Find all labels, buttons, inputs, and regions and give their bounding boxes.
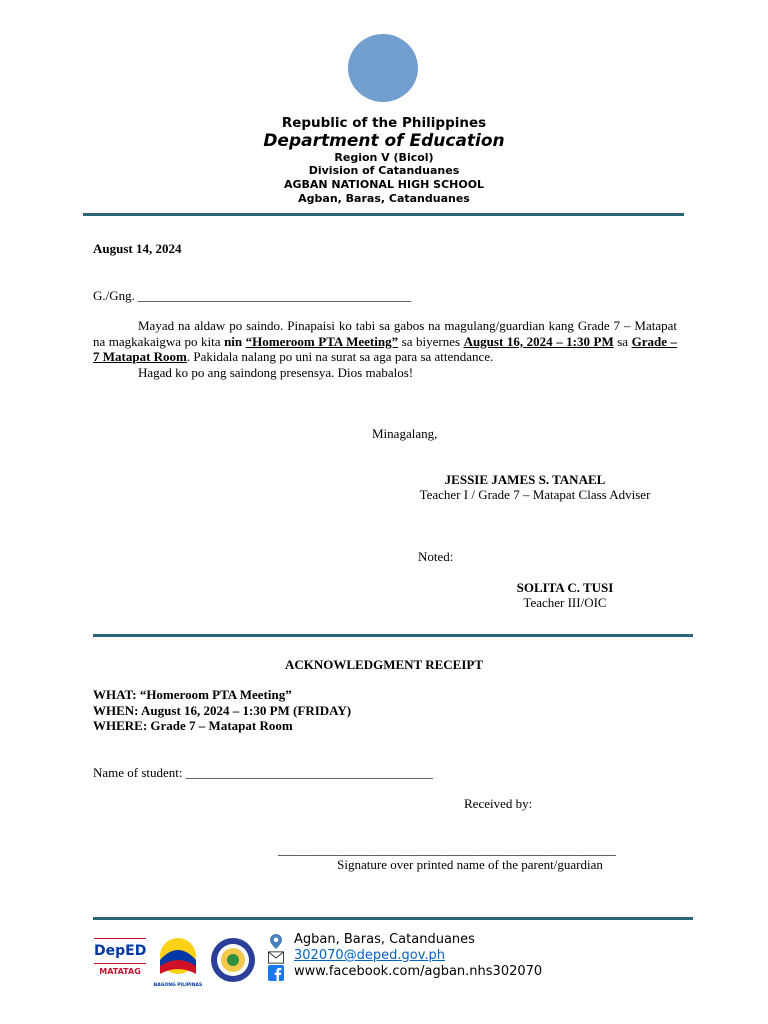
header-address: Agban, Baras, Catanduanes [298,192,470,205]
school-seal-placeholder [348,34,418,102]
receipt-title: ACKNOWLEDGMENT RECEIPT [284,657,484,672]
header-school: AGBAN NATIONAL HIGH SCHOOL [283,178,485,191]
header-republic: Republic of the Philippines [281,115,487,131]
signer-name: JESSIE JAMES S. TANAEL [444,472,606,487]
meeting-venue: Grade – 7 Matapat Room [93,333,678,364]
bagong-pilipinas-icon [152,936,204,976]
footer-rule [93,917,693,920]
section-rule [93,634,693,637]
noted-name: SOLITA C. TUSI [516,580,614,595]
bagong-pilipinas-logo: BAGONG PILIPINAS [152,936,204,986]
meeting-name: “Homeroom PTA Meeting” [245,333,399,349]
body-paragraph-2: Hagad ko po ang saindong presensya. Dios mabalos! [138,364,414,380]
location-pin-icon [268,933,284,949]
footer-address: Agban, Baras, Catanduanes [294,932,475,947]
facebook-icon [268,965,284,981]
receipt-what: WHAT: “Homeroom PTA Meeting” [93,687,292,702]
footer-email-link[interactable]: 302070@deped.gov.ph [294,948,446,963]
school-logo-icon [210,937,256,983]
signature-line: ____________________________________________________ [278,842,616,857]
receipt-details [93,687,351,734]
noted-label: Noted: [418,549,454,564]
noted-title: Teacher III/OIC [523,595,607,610]
meeting-datetime: August 16, 2024 – 1:30 PM [463,333,614,349]
salutation-line: G./Gng. __________________________________________ [93,288,412,303]
header-division: Division of Catanduanes [308,164,460,177]
signer-title: Teacher I / Grade 7 – Matapat Class Adviser [419,487,651,502]
closing: Minagalang, [372,426,438,441]
body-paragraph-1: Mayad na aldaw po saindo. Pinapaisi ko tabi sa gabos na magulang/guardian kang Grade 7 – Matapat na magkakaigwa po kita nin “Homeroom PTA Meeting” sa biyernes August 16, 2024 – 1:30 PM sa Grade – 7 Matapat Room. Pakidala nalang po uni na surat sa aga para sa attendance. [93,318,678,364]
receipt-where: WHERE: Grade 7 – Matapat Room [93,718,293,733]
deped-matatag-logo: DepED MATATAG [94,938,146,984]
email-icon [268,949,284,965]
school-logo [210,937,256,983]
student-name-line: Name of student: ______________________________________ [93,765,433,780]
letter-date: August 14, 2024 [93,241,182,256]
received-by: Received by: [464,796,533,811]
letter-body [93,318,677,380]
header-rule [83,213,684,216]
header-region: Region V (Bicol) [334,151,434,164]
signature-caption: Signature over printed name of the parent/guardian [337,857,603,872]
header-department: Department of Education [263,131,505,151]
receipt-when: WHEN: August 16, 2024 – 1:30 PM (FRIDAY) [93,702,352,718]
footer-facebook[interactable]: www.facebook.com/agban.nhs302070 [294,964,543,979]
